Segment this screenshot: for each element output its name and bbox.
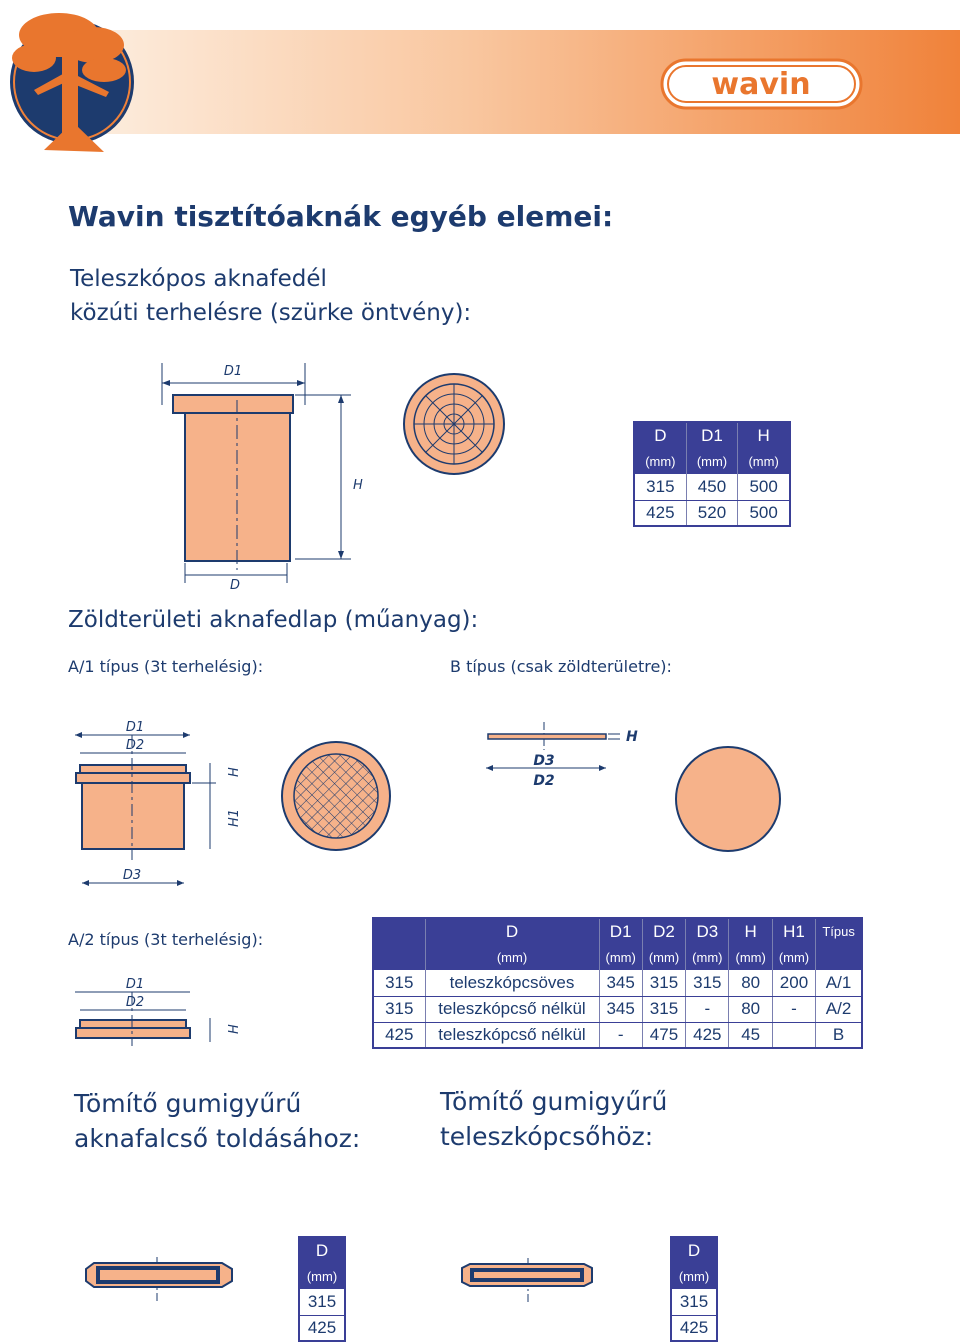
table-row (299, 1289, 345, 1315)
table-unit-cell: (mm) (642, 944, 685, 970)
dim-d1-label: D1 (223, 364, 243, 379)
table-cell: teleszkópcsöves (425, 970, 599, 996)
table-cell (772, 1022, 815, 1048)
dim-d1-label: D1 (125, 977, 145, 992)
a2-cover-section-drawing (70, 972, 260, 1050)
tree-logo-icon (4, 0, 139, 165)
table-cell: 315 (671, 1289, 717, 1315)
page-title: Wavin tisztítóaknák egyéb elemei: (68, 200, 614, 233)
table-header-cell: D (634, 422, 686, 448)
table-unit-cell (373, 944, 425, 970)
table-cell: 200 (772, 970, 815, 996)
section1-heading-line2: közúti terhelésre (szürke öntvény): (70, 300, 472, 326)
table-unit-cell: (mm) (772, 944, 815, 970)
table-cell: 475 (642, 1022, 685, 1048)
table-row (671, 1315, 717, 1341)
table-row (373, 970, 862, 996)
wavin-logo-icon (660, 58, 863, 110)
left-gasket-table (298, 1236, 346, 1342)
section2-heading: Zöldterületi aknafedlap (műanyag): (68, 607, 479, 633)
table-cell: 425 (634, 500, 686, 526)
table-cell: 500 (738, 474, 790, 500)
right-gasket-heading-line1: Tömítő gumigyűrű (440, 1087, 668, 1116)
table-unit-cell: (mm) (599, 944, 642, 970)
dim-h1-label: H1 (227, 808, 242, 827)
table-header-cell: D (671, 1237, 717, 1263)
table-row (373, 1022, 862, 1048)
table-cell: 80 (729, 970, 772, 996)
right-gasket-heading-line2: teleszkópcsőhöz: (440, 1122, 654, 1151)
table-cell: 425 (373, 1022, 425, 1048)
table-unit-cell: (mm) (299, 1263, 345, 1289)
table-header-cell: D1 (599, 918, 642, 944)
table-header-cell: H (729, 918, 772, 944)
a1-cover-top-view-drawing (278, 738, 394, 854)
dim-d1-label: D1 (125, 720, 145, 735)
table-cell: 450 (686, 474, 738, 500)
table-row (634, 500, 790, 526)
table-header-cell: D (425, 918, 599, 944)
dim-h-label: H (227, 1024, 242, 1034)
section1-spec-table (633, 421, 791, 527)
table-row (299, 1315, 345, 1341)
table-cell: 500 (738, 500, 790, 526)
table-cell: 425 (299, 1315, 345, 1341)
table-header-cell: H1 (772, 918, 815, 944)
table-cell: 520 (686, 500, 738, 526)
dim-d2-label: D2 (533, 773, 555, 789)
table-unit-cell: (mm) (729, 944, 772, 970)
left-gasket-heading-line2: aknafalcső toldásához: (74, 1124, 361, 1153)
table-cell: - (599, 1022, 642, 1048)
dim-d2-label: D2 (125, 995, 145, 1010)
dim-d-label: D (229, 578, 241, 593)
table-cell: 315 (634, 474, 686, 500)
left-gasket-drawing (82, 1255, 237, 1305)
manhole-cover-top-view-drawing (400, 370, 508, 478)
dim-h-label: H (227, 767, 242, 777)
table-row (634, 474, 790, 500)
table-cell: A/1 (816, 970, 862, 996)
table-header-cell: D2 (642, 918, 685, 944)
table-unit-cell: (mm) (738, 448, 790, 474)
b-cover-section-drawing (480, 720, 660, 800)
dim-h-label: H (626, 729, 638, 745)
table-cell: teleszkópcső nélkül (425, 996, 599, 1022)
table-cell: 345 (599, 996, 642, 1022)
table-header-cell: H (738, 422, 790, 448)
table-cell: 425 (686, 1022, 729, 1048)
a1-cover-section-drawing (70, 715, 260, 890)
brand-wordmark: wavin (711, 67, 811, 102)
table-row (671, 1289, 717, 1315)
table-cell: 315 (642, 996, 685, 1022)
section2-spec-table (372, 917, 863, 1049)
section1-heading-line1: Teleszkópos aknafedél (70, 266, 327, 292)
dim-d3-label: D3 (533, 753, 555, 769)
table-cell: B (816, 1022, 862, 1048)
table-cell: 315 (686, 970, 729, 996)
table-header-cell: Típus (816, 918, 862, 944)
left-gasket-heading-line1: Tömítő gumigyűrű (74, 1089, 302, 1118)
table-unit-cell: (mm) (686, 448, 738, 474)
table-unit-cell (816, 944, 862, 970)
table-cell: 315 (373, 970, 425, 996)
table-cell: teleszkópcső nélkül (425, 1022, 599, 1048)
dim-d2-label: D2 (125, 738, 145, 753)
table-cell: 80 (729, 996, 772, 1022)
table-header-cell: D (299, 1237, 345, 1263)
table-cell: 315 (642, 970, 685, 996)
table-cell: 425 (671, 1315, 717, 1341)
manhole-cover-section-drawing (155, 355, 395, 595)
table-header-cell: D1 (686, 422, 738, 448)
right-gasket-table (670, 1236, 718, 1342)
b-cover-top-view-drawing (673, 744, 783, 854)
table-cell: A/2 (816, 996, 862, 1022)
table-header-cell (373, 918, 425, 944)
table-unit-cell: (mm) (686, 944, 729, 970)
a2-type-label: A/2 típus (3t terhelésig): (68, 930, 264, 949)
table-unit-cell: (mm) (425, 944, 599, 970)
table-header-cell: D3 (686, 918, 729, 944)
table-row (373, 996, 862, 1022)
table-unit-cell: (mm) (634, 448, 686, 474)
table-cell: - (772, 996, 815, 1022)
dim-d3-label: D3 (122, 868, 142, 883)
table-cell: 45 (729, 1022, 772, 1048)
dim-h-label: H (353, 478, 363, 493)
a1-type-label: A/1 típus (3t terhelésig): (68, 657, 264, 676)
table-cell: 345 (599, 970, 642, 996)
right-gasket-drawing (458, 1258, 598, 1304)
table-unit-cell: (mm) (671, 1263, 717, 1289)
table-cell: 315 (299, 1289, 345, 1315)
table-cell: 315 (373, 996, 425, 1022)
table-cell: - (686, 996, 729, 1022)
b-type-label: B típus (csak zöldterületre): (450, 657, 672, 676)
